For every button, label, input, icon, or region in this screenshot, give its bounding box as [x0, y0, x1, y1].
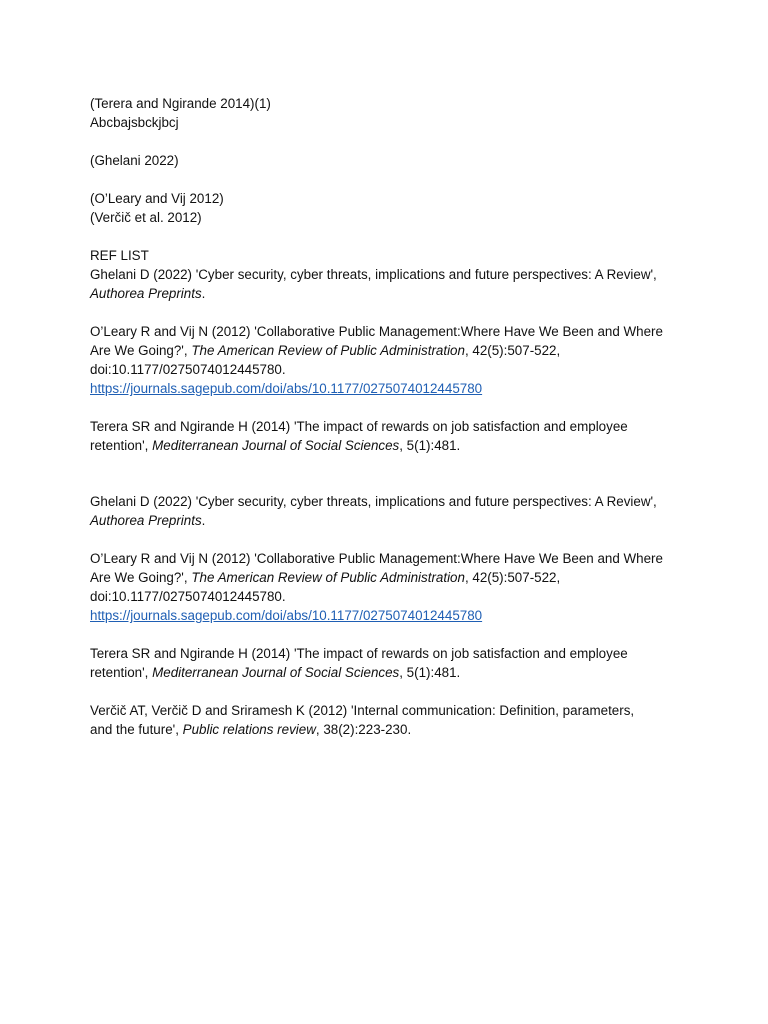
reference-text: and the future', [90, 722, 183, 737]
reference-url-link[interactable]: https://journals.sagepub.com/doi/abs/10.1177/0275074012445780 [90, 381, 483, 396]
reference-doi: doi:10.1177/0275074012445780. [90, 362, 286, 377]
reference-text: Ghelani D (2022) 'Cyber security, cyber threats, implications and future perspectives: A Review', [90, 494, 657, 509]
reference-ghelani-1 [90, 265, 690, 303]
reference-text: Ghelani D (2022) 'Cyber security, cyber threats, implications and future perspectives: A Review', [90, 267, 657, 282]
reference-terera-1 [90, 417, 690, 455]
journal-title: Mediterranean Journal of Social Sciences [152, 665, 400, 680]
reference-text: , 42(5):507-522, [464, 570, 561, 585]
reference-doi: doi:10.1177/0275074012445780. [90, 589, 286, 604]
reference-url-link[interactable]: https://journals.sagepub.com/doi/abs/10.1177/0275074012445780 [90, 608, 483, 623]
reference-text: Are We Going?', [90, 570, 192, 585]
reference-terera-2 [90, 644, 690, 682]
citation-vercic: (Verčič et al. 2012) [90, 210, 202, 225]
reference-text: , 42(5):507-522, [464, 343, 561, 358]
journal-title: The American Review of Public Administration [191, 343, 465, 358]
in-text-citations [90, 94, 690, 246]
reference-text: O’Leary R and Vij N (2012) 'Collaborative Public Management:Where Have We Been and Where [90, 324, 663, 339]
reference-text: retention', [90, 665, 153, 680]
gibberish-text: Abcbajsbckjbcj [90, 115, 179, 130]
reference-text: , 38(2):223-230. [315, 722, 412, 737]
reference-end: . [201, 513, 206, 528]
journal-title: Authorea Preprints [90, 286, 202, 301]
reference-text: O’Leary R and Vij N (2012) 'Collaborative Public Management:Where Have We Been and Where [90, 551, 663, 566]
reference-text: , 5(1):481. [399, 438, 461, 453]
journal-title: Public relations review [182, 722, 316, 737]
reference-vercic-2 [90, 701, 690, 739]
reference-end: . [201, 286, 206, 301]
journal-title: The American Review of Public Administration [191, 570, 465, 585]
citation-oleary: (O’Leary and Vij 2012) [90, 191, 224, 206]
journal-title: Mediterranean Journal of Social Sciences [152, 438, 400, 453]
citation-ghelani: (Ghelani 2022) [90, 153, 179, 168]
reference-ghelani-2 [90, 492, 690, 530]
reference-oleary-1 [90, 322, 690, 398]
reference-text: Are We Going?', [90, 343, 192, 358]
reference-text: retention', [90, 438, 153, 453]
reference-text: Verčič AT, Verčič D and Sriramesh K (2012) 'Internal communication: Definition, parameters, [90, 703, 635, 718]
reference-text: Terera SR and Ngirande H (2014) 'The impact of rewards on job satisfaction and employee [90, 646, 628, 661]
reference-text: Terera SR and Ngirande H (2014) 'The impact of rewards on job satisfaction and employee [90, 419, 628, 434]
reference-oleary-2 [90, 549, 690, 625]
journal-title: Authorea Preprints [90, 513, 202, 528]
document-page [90, 94, 690, 739]
reference-text: , 5(1):481. [399, 665, 461, 680]
ref-list-heading: REF LIST [90, 248, 149, 263]
citation-terera: (Terera and Ngirande 2014)(1) [90, 96, 271, 111]
